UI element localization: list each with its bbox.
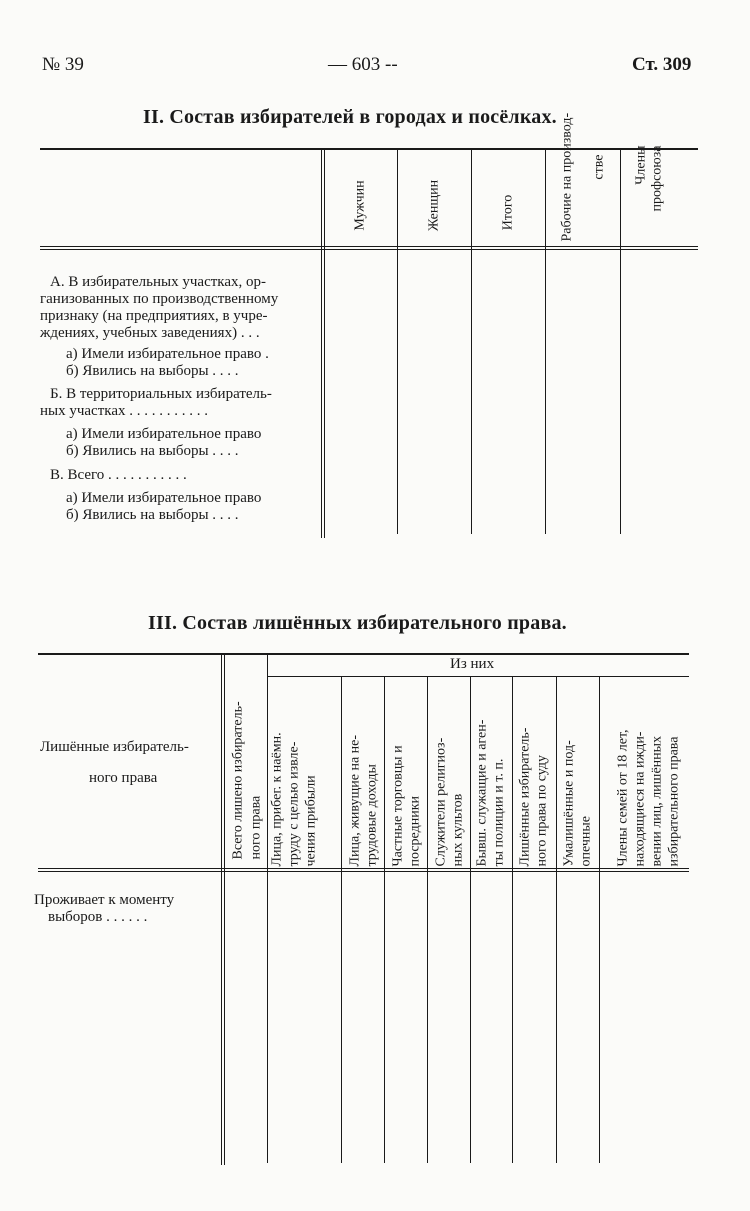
row-a-line1: А. В избирательных участках, ор- bbox=[50, 274, 266, 290]
col-hired-labor-line1: Лица, прибег. к наёмн. bbox=[269, 732, 285, 867]
row-c-voted: б) Явились на выборы . . . . bbox=[66, 507, 239, 523]
col-family-members-line4: избирательного права bbox=[666, 736, 682, 867]
col-unearned-income-line2: трудовые доходы bbox=[364, 764, 380, 867]
row-b-eligible: а) Имели избирательное право bbox=[66, 426, 262, 442]
col-insane-line2: опечные bbox=[578, 815, 594, 867]
issue-number: № 39 bbox=[42, 54, 84, 75]
row-b-line1: Б. В территориальных избиратель- bbox=[50, 386, 272, 402]
stub-line1: Лишённые избиратель- bbox=[40, 739, 189, 755]
col-workers-line2: стве bbox=[591, 154, 607, 180]
col-court-deprived-line2: ного права по суду bbox=[534, 755, 550, 867]
col-former-police-line1: Бывш. служащие и аген- bbox=[474, 719, 490, 867]
stub-line2: ного права bbox=[89, 770, 158, 786]
col-former-police-line2: ты полиции и т. п. bbox=[491, 758, 507, 867]
row-a-voted: б) Явились на выборы . . . . bbox=[66, 363, 239, 379]
row-a-line2: ганизованных по производственному bbox=[40, 291, 279, 307]
col-family-members-line1: Члены семей от 18 лет, bbox=[615, 729, 631, 867]
article-number: Ст. 309 bbox=[632, 54, 692, 75]
row-residing-line1: Проживает к моменту bbox=[34, 892, 175, 908]
col-traders-line2: посредники bbox=[407, 796, 423, 867]
col-men: Мужчин bbox=[352, 180, 368, 231]
row-b-voted: б) Явились на выборы . . . . bbox=[66, 443, 239, 459]
section-3-title: III. Состав лишённых избирательного права. bbox=[148, 612, 567, 634]
col-hired-labor-line3: чения прибыли bbox=[303, 775, 319, 867]
col-court-deprived-line1: Лишённые избиратель- bbox=[517, 727, 533, 867]
col-women: Женщин bbox=[426, 179, 442, 232]
col-clergy-line2: ных культов bbox=[450, 793, 466, 867]
row-c-total: В. Всего . . . . . . . . . . . bbox=[50, 467, 187, 483]
col-total-deprived-line2: ного права bbox=[248, 795, 264, 860]
col-traders-line1: Частные торговцы и bbox=[390, 745, 406, 867]
col-unearned-income-line1: Лица, живущие на не- bbox=[347, 734, 363, 867]
col-family-members-line3: вении лиц, лишённых bbox=[649, 735, 665, 867]
row-a-line4: ждениях, учебных заведениях) . . . bbox=[40, 325, 260, 341]
row-a-line3: признаку (на предприятиях, в учре- bbox=[40, 308, 268, 324]
col-total-deprived-line1: Всего лишено избиратель- bbox=[230, 701, 246, 860]
section-2-title: II. Состав избирателей в городах и посёлках. bbox=[143, 106, 557, 128]
col-clergy-line1: Служители религиоз- bbox=[433, 737, 449, 867]
row-b-line2: ных участках . . . . . . . . . . . bbox=[40, 403, 208, 419]
col-insane-line1: Умалишённые и под- bbox=[561, 740, 577, 867]
col-union-line2: профсоюза bbox=[649, 145, 665, 212]
col-total: Итого bbox=[500, 194, 516, 231]
row-c-eligible: а) Имели избирательное право bbox=[66, 490, 262, 506]
col-union-line1: Члены bbox=[633, 145, 649, 185]
col-hired-labor-line2: труду с целью извле- bbox=[286, 741, 302, 867]
page-number: — 603 -- bbox=[328, 54, 398, 75]
col-family-members-line2: находящиеся на ижди- bbox=[632, 731, 648, 867]
row-residing-line2: выборов . . . . . . bbox=[48, 909, 148, 925]
group-header-of-them: Из них bbox=[450, 656, 495, 672]
col-workers-line1: Рабочие на производ- bbox=[559, 112, 575, 242]
row-a-eligible: а) Имели избирательное право . bbox=[66, 346, 269, 362]
